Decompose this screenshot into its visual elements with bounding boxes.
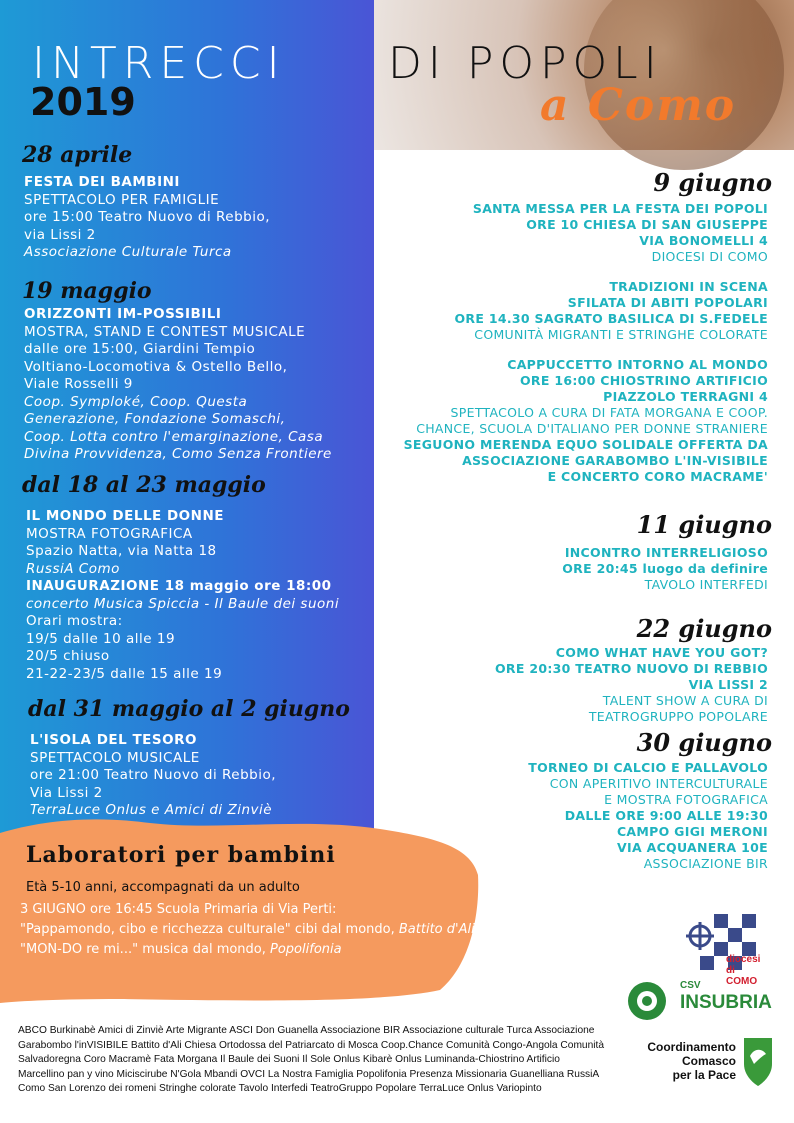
event-line: 19/5 dalle 10 alle 19 [26,630,176,647]
event-line: TORNEO DI CALCIO E PALLAVOLO [528,760,768,775]
event-organizer: ASSOCIAZIONE BIR [643,856,768,871]
event-organizer: TAVOLO INTERFEDI [644,577,768,592]
subtitle-a-como: a Como [540,80,737,131]
event-line: Voltiano-Locomotiva & Ostello Bello, [24,358,288,375]
event-line: SPETTACOLO MUSICALE [30,749,200,766]
sponsors-line: Salvadoregna Coro Macramè Fata Morgana Il Baule dei Suoni Il Sole Onlus Kibarè Onlus Luminanda-Chiostrino Artificio [18,1054,560,1065]
pace-line: Comasco [681,1054,736,1068]
date-28-aprile: 28 aprile [22,142,133,168]
event-organizer: TerraLuce Onlus e Amici di Zinviè [30,802,273,818]
year: 2019 [30,80,136,124]
event-title: FESTA DEI BAMBINI [24,174,180,190]
event-title: IL MONDO DELLE DONNE [26,508,224,524]
event-line: Spazio Natta, via Natta 18 [26,543,217,559]
event-line: VIA ACQUANERA 10E [617,840,768,855]
event-30-giugno [528,760,768,872]
date-11-giugno: 11 giugno [636,510,772,539]
event-line: INCONTRO INTERRELIGIOSO [564,545,768,560]
event-inauguration: INAUGURAZIONE 18 maggio ore 18:00 [26,578,332,594]
event-line: ORE 20:45 luogo da definire [562,561,768,576]
coordinamento-pace-logo [636,1034,776,1094]
event-title: ORIZZONTI IM-POSSIBILI [24,306,222,322]
pace-line: per la Pace [672,1068,736,1082]
sponsors-list [18,1024,618,1097]
event-line: ore 21:00 Teatro Nuovo di Rebbio, [30,767,277,783]
event-line: Viale Rosselli 9 [24,376,133,392]
title-part1: INTRECCI [32,38,286,89]
event-line: CAMPO GIGI MERONI [616,824,768,839]
event-line: SANTA MESSA PER LA FESTA DEI POPOLI [472,201,768,216]
event-line: ORE 16:00 CHIOSTRINO ARTIFICIO [520,373,768,388]
event-title: L'ISOLA DEL TESORO [30,732,197,748]
date-31-maggio-2-giugno: dal 31 maggio al 2 giugno [28,696,350,722]
event-line: 21-22-23/5 dalle 15 alle 19 [26,665,223,682]
event-mondo-donne [26,508,339,683]
event-line: CHANCE, SCUOLA D'ITALIANO PER DONNE STRANIERE [416,421,768,436]
event-organizer: DIOCESI DI COMO [651,249,768,264]
event-organizer: RussiA Como [26,560,120,577]
event-line: ORE 10 CHIESA DI SAN GIUSEPPE [526,217,768,232]
date-30-giugno: 30 giugno [636,728,772,757]
event-line: CAPPUCCETTO INTORNO AL MONDO [507,357,768,372]
event-organizer: Generazione, Fondazione Somaschi, [24,411,286,427]
event-line: MOSTRA, STAND E CONTEST MUSICALE [24,323,306,340]
event-line: SPETTACOLO A CURA DI FATA MORGANA E COOP. [450,405,768,420]
event-line: CON APERITIVO INTERCULTURALE [549,776,768,791]
laboratori-line-2-organizer: Battito d'Ali [398,922,475,937]
sponsors-line: Como San Lorenzo dei romeni Stringhe colorate Tavolo Interfedi TeatroGruppo Popolare TerraLuce Onlus Variopinto [18,1083,542,1094]
event-11-giugno [562,545,768,593]
event-line: E CONCERTO CORO MACRAME' [547,469,768,484]
diocesi-label: diocesi di COMO [726,954,761,987]
event-line: ASSOCIAZIONE GARABOMBO L'IN-VISIBILE [462,453,768,468]
pace-line: Coordinamento [647,1040,736,1054]
sponsors-line: ABCO Burkinabè Amici di Zinviè Arte Migrante ASCI Don Guanella Associazione BIR Associazione culturale Turca Associazione [18,1025,595,1036]
event-line: E MOSTRA FOTOGRAFICA [604,792,768,807]
event-line: via Lissi 2 [24,226,96,243]
event-line: SFILATA DI ABITI POPOLARI [567,295,768,310]
event-orizzonti [24,306,332,464]
pace-label [636,1040,736,1082]
date-22-giugno: 22 giugno [636,614,772,643]
event-line: VIA LISSI 2 [688,677,768,692]
event-line: MOSTRA FOTOGRAFICA [26,525,193,542]
event-organizer: Coop. Lotta contro l'emarginazione, Casa [24,428,324,445]
csv-label: CSV [680,980,701,991]
dove-shield-icon [740,1034,776,1090]
event-isola-tesoro [30,732,276,820]
event-line: COMO WHAT HAVE YOU GOT? [555,645,768,660]
event-organizer: Coop. Symploké, Coop. Questa [24,393,248,410]
date-18-23-maggio: dal 18 al 23 maggio [22,472,266,498]
title-part2: DI POPOLI [388,38,663,89]
event-organizer: TEATROGRUPPO POPOLARE [588,709,768,724]
event-line: 20/5 chiuso [26,648,110,664]
event-line: Via Lissi 2 [30,784,103,801]
event-line: TRADIZIONI IN SCENA [609,279,768,294]
insubria-label: INSUBRIA [680,992,772,1013]
event-line: Orari mostra: [26,613,123,629]
event-line: VIA BONOMELLI 4 [639,233,768,248]
event-line: PIAZZOLO TERRAGNI 4 [603,389,768,404]
sponsors-line: Marcellino pan y vino Miciscirube N'Gola Mbandi OVCI La Nostra Famiglia Popolifonia Presenza Missionaria Guanelliana RussiA [18,1068,600,1080]
event-line: ore 15:00 Teatro Nuovo di Rebbio, [24,209,271,225]
event-organizer: COMUNITÀ MIGRANTI E STRINGHE COLORATE [474,327,768,342]
event-organizer: Associazione Culturale Turca [24,244,232,260]
csv-swirl-icon [626,980,668,1022]
event-line: TALENT SHOW A CURA DI [602,693,768,708]
event-festa-bambini [24,174,270,262]
laboratori-line-3-text: "MON-DO re mi..." musica dal mondo, [20,942,271,957]
event-9-giugno [404,201,768,485]
event-line: dalle ore 15:00, Giardini Tempio [24,341,256,357]
event-line: SPETTACOLO PER FAMIGLIE [24,191,220,208]
date-19-maggio: 19 maggio [22,278,152,304]
laboratori-line-3-organizer: Popolifonia [270,942,342,957]
event-line: DALLE ORE 9:00 ALLE 19:30 [564,808,768,823]
event-organizer: Divina Provvidenza, Como Senza Frontiere [24,446,332,462]
laboratori-line-3 [20,942,342,957]
csv-insubria-logo [626,978,776,1022]
laboratori-line-2 [20,922,475,937]
sponsors-line: Garabombo l'inVISIBILE Battito d'Ali Chiesa Ortodossa del Patriarcato di Mosca Coop.Chance Comunità Congo-Angola Comunità [18,1039,605,1051]
laboratori-line-2-text: "Pappamondo, cibo e ricchezza culturale" cibi dal mondo, [20,922,399,937]
event-line: ORE 20:30 TEATRO NUOVO DI REBBIO [495,661,768,676]
event-line: SEGUONO MERENDA EQUO SOLIDALE OFFERTA DA [403,437,768,452]
laboratori-line-1: 3 GIUGNO ore 16:45 Scuola Primaria di Via Perti: [20,902,337,917]
date-9-giugno: 9 giugno [653,168,772,197]
event-concert: concerto Musica Spiccia - Il Baule dei suoni [26,595,340,612]
event-line: ORE 14.30 SAGRATO BASILICA DI S.FEDELE [454,311,768,326]
laboratori-title: Laboratori per bambini [26,842,336,868]
laboratori-age: Età 5-10 anni, accompagnati da un adulto [26,880,300,895]
event-22-giugno [495,645,768,725]
